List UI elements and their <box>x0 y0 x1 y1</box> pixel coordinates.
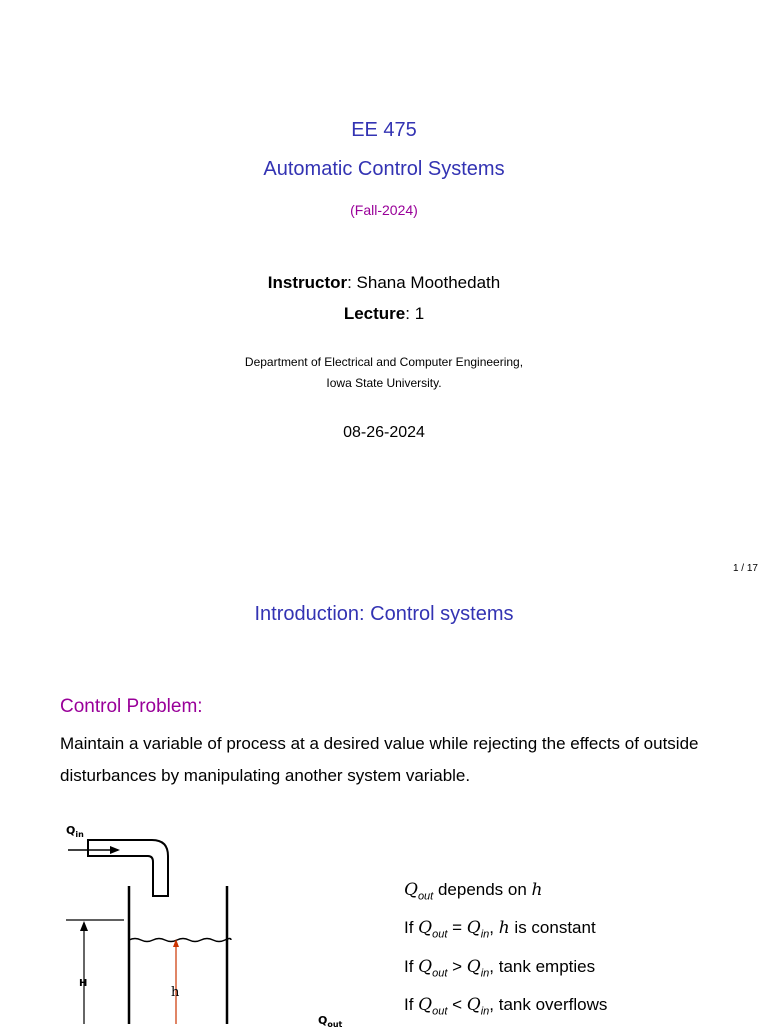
water-surface <box>129 939 231 942</box>
condition-line-3: If $Q_{out} > Q_{in}$, tank empties <box>404 956 596 980</box>
inlet-arrow-head <box>110 846 120 854</box>
slide-title: Introduction: Control systems <box>254 603 514 625</box>
water-tank-diagram <box>60 816 360 1028</box>
tank-conditions <box>404 874 607 1028</box>
condition-line-1: $Q_{out}$ depends on h <box>404 880 543 903</box>
H-label: H <box>79 978 88 989</box>
lecture-number: : 1 <box>405 304 425 323</box>
q-out-label: $Q_{out}$ <box>318 1014 343 1028</box>
h-label: h <box>171 985 180 1000</box>
course-title: Automatic Control Systems <box>263 158 505 180</box>
instructor-line <box>0 273 768 293</box>
q-in-label: $Q_{in}$ <box>66 824 84 839</box>
slide-date: 08-26-2024 <box>343 424 425 441</box>
department-line-1: Department of Electrical and Computer Engineering, <box>244 355 524 369</box>
h-dimension-arrow <box>80 921 88 931</box>
lecture-label: Lecture <box>343 304 406 323</box>
instructor-name: : Shana Moothedath <box>347 273 501 292</box>
control-problem-text: Maintain a variable of process at a desired value while rejecting the effects of outside disturbances by manipulating another system variable. <box>60 734 699 785</box>
instructor-label: Instructor <box>267 273 348 292</box>
department-line-2: Iowa State University. <box>326 376 442 390</box>
course-code: EE 475 <box>351 119 417 141</box>
semester: (Fall-2024) <box>350 202 418 218</box>
control-problem-heading: Control Problem: <box>60 696 203 717</box>
page-number: 1 / 17 <box>732 563 758 574</box>
lecture-line <box>0 304 768 324</box>
condition-line-2: If $Q_{out} = Q_{in}$, h is constant <box>404 918 596 941</box>
condition-line-4: If $Q_{out} < Q_{in}$, tank overflows <box>404 995 608 1018</box>
